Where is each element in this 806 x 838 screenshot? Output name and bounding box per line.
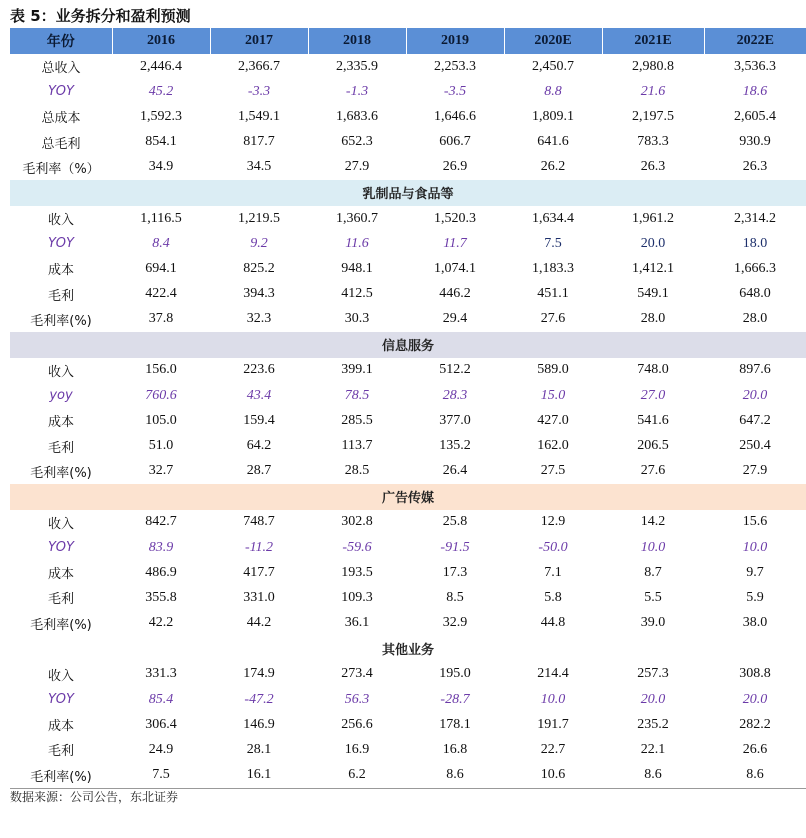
row-label: 收入 <box>47 213 74 229</box>
value-cell: 9.2 <box>250 235 268 251</box>
row-label: YOY <box>48 692 74 708</box>
value-cell: 64.2 <box>246 438 272 454</box>
value-cell: 178.1 <box>439 716 471 732</box>
value-cell: 27.5 <box>540 463 566 479</box>
table-row <box>10 611 806 636</box>
value-cell: 2,366.7 <box>238 58 280 74</box>
value-cell: 26.2 <box>540 159 566 175</box>
value-cell: 302.8 <box>341 514 373 530</box>
row-label: YOY <box>48 236 74 252</box>
table-row <box>10 535 806 560</box>
value-cell: -50.0 <box>538 539 568 555</box>
value-cell: 3,536.3 <box>734 58 776 74</box>
row-label: 毛利率(%) <box>30 617 92 633</box>
value-cell: 273.4 <box>341 666 373 682</box>
value-cell: 39.0 <box>640 615 666 631</box>
row-label: 毛利 <box>47 592 74 608</box>
section-title: 信息服务 <box>10 332 806 358</box>
value-cell: 174.9 <box>243 666 275 682</box>
value-cell: 26.9 <box>442 159 468 175</box>
header-cell: 2022E <box>704 28 806 54</box>
value-cell: 14.2 <box>640 514 666 530</box>
value-cell: -47.2 <box>244 691 274 707</box>
value-cell: 32.9 <box>442 615 468 631</box>
value-cell: 18.0 <box>742 235 768 251</box>
value-cell: -28.7 <box>440 691 470 707</box>
value-cell: 22.1 <box>640 741 666 757</box>
value-cell: 2,253.3 <box>434 58 476 74</box>
value-cell: 28.3 <box>442 387 468 403</box>
value-cell: 1,549.1 <box>238 108 280 124</box>
table-row <box>10 737 806 762</box>
value-cell: 21.6 <box>640 83 666 99</box>
value-cell: 27.6 <box>640 463 666 479</box>
value-cell: 24.9 <box>148 741 174 757</box>
value-cell: 10.6 <box>504 763 602 789</box>
value-cell: 22.7 <box>540 741 566 757</box>
value-cell: 193.5 <box>341 564 373 580</box>
value-cell: 422.4 <box>145 286 177 302</box>
value-cell: 256.6 <box>341 716 373 732</box>
value-cell: 331.0 <box>243 589 275 605</box>
value-cell: 2,980.8 <box>632 58 674 74</box>
value-cell: 162.0 <box>537 438 569 454</box>
value-cell: 486.9 <box>145 564 177 580</box>
value-cell: 135.2 <box>439 438 471 454</box>
value-cell: 78.5 <box>344 387 370 403</box>
value-cell: 25.8 <box>442 514 468 530</box>
value-cell: 17.3 <box>442 564 468 580</box>
header-cell: 2017 <box>210 28 308 54</box>
value-cell: 146.9 <box>243 716 275 732</box>
row-label: 毛利率(%) <box>10 763 112 789</box>
row-label: 毛利率（%） <box>22 161 100 177</box>
value-cell: -1.3 <box>345 83 369 99</box>
value-cell: 159.4 <box>243 412 275 428</box>
value-cell: 355.8 <box>145 589 177 605</box>
row-label: YOY <box>48 540 74 556</box>
value-cell: 11.7 <box>443 235 467 251</box>
value-cell: 85.4 <box>148 691 174 707</box>
header-cell: 2019 <box>406 28 504 54</box>
section-header <box>10 484 806 510</box>
table-body <box>10 54 806 788</box>
value-cell: 1,666.3 <box>734 260 776 276</box>
row-label: 成本 <box>47 415 74 431</box>
value-cell: 38.0 <box>742 615 768 631</box>
value-cell: 12.9 <box>540 514 566 530</box>
value-cell: 45.2 <box>148 83 174 99</box>
value-cell: 8.6 <box>406 763 504 789</box>
section-header <box>10 180 806 206</box>
value-cell: 641.6 <box>537 134 569 150</box>
value-cell: 331.3 <box>145 666 177 682</box>
value-cell: 195.0 <box>439 666 471 682</box>
value-cell: 109.3 <box>341 589 373 605</box>
value-cell: 250.4 <box>739 438 771 454</box>
row-label: 毛利率(%) <box>30 465 92 481</box>
value-cell: 306.4 <box>145 716 177 732</box>
header-row <box>10 28 806 54</box>
table-row <box>10 130 806 155</box>
row-label: 成本 <box>47 567 74 583</box>
value-cell: 206.5 <box>637 438 669 454</box>
value-cell: 20.0 <box>742 691 768 707</box>
table-row <box>10 104 806 129</box>
value-cell: 26.4 <box>442 463 468 479</box>
value-cell: 1,592.3 <box>140 108 182 124</box>
value-cell: 16.1 <box>210 763 308 789</box>
value-cell: 8.7 <box>644 564 662 580</box>
table-row <box>10 433 806 458</box>
value-cell: 2,450.7 <box>532 58 574 74</box>
row-label: 总收入 <box>41 61 81 77</box>
value-cell: 2,197.5 <box>632 108 674 124</box>
value-cell: 308.8 <box>739 666 771 682</box>
value-cell: 446.2 <box>439 286 471 302</box>
value-cell: 20.0 <box>742 387 768 403</box>
value-cell: 8.6 <box>602 763 704 789</box>
section-title: 乳制品与食品等 <box>10 180 806 206</box>
value-cell: 541.6 <box>637 412 669 428</box>
value-cell: 1,412.1 <box>632 260 674 276</box>
value-cell: 83.9 <box>148 539 174 555</box>
value-cell: 7.5 <box>112 763 210 789</box>
value-cell: 28.5 <box>344 463 370 479</box>
value-cell: 1,116.5 <box>140 210 182 226</box>
table-row <box>10 585 806 610</box>
value-cell: 56.3 <box>344 691 370 707</box>
header-cell: 2020E <box>504 28 602 54</box>
value-cell: 1,520.3 <box>434 210 476 226</box>
value-cell: -3.5 <box>443 83 467 99</box>
row-label: 毛利 <box>47 288 74 304</box>
row-label: 收入 <box>47 364 74 380</box>
value-cell: 648.0 <box>739 286 771 302</box>
row-label: 成本 <box>47 263 74 279</box>
forecast-table <box>10 28 806 789</box>
section-title: 广告传媒 <box>10 484 806 510</box>
value-cell: 26.6 <box>742 741 768 757</box>
section-header <box>10 636 806 662</box>
value-cell: 223.6 <box>243 362 275 378</box>
row-label: 总成本 <box>41 111 81 127</box>
value-cell: 589.0 <box>537 362 569 378</box>
value-cell: 1,074.1 <box>434 260 476 276</box>
value-cell: 399.1 <box>341 362 373 378</box>
value-cell: 191.7 <box>537 716 569 732</box>
table-row <box>10 712 806 737</box>
section-header <box>10 332 806 358</box>
value-cell: 44.8 <box>540 615 566 631</box>
table-title: 表 5：业务拆分和盈利预测 <box>10 7 191 25</box>
table-row <box>10 79 806 104</box>
source-note: 数据来源：公司公告，东北证券 <box>10 790 179 804</box>
value-cell: 1,183.3 <box>532 260 574 276</box>
value-cell: 27.6 <box>540 311 566 327</box>
table-row <box>10 206 806 231</box>
value-cell: 825.2 <box>243 260 275 276</box>
row-label: YOY <box>48 84 74 100</box>
value-cell: 412.5 <box>341 286 373 302</box>
value-cell: 930.9 <box>739 134 771 150</box>
value-cell: 8.4 <box>152 235 170 251</box>
value-cell: 1,683.6 <box>336 108 378 124</box>
value-cell: 2,335.9 <box>336 58 378 74</box>
value-cell: 29.4 <box>442 311 468 327</box>
value-cell: 27.9 <box>344 159 370 175</box>
value-cell: 42.2 <box>148 615 174 631</box>
value-cell: 8.8 <box>544 83 562 99</box>
value-cell: 748.0 <box>637 362 669 378</box>
value-cell: 105.0 <box>145 412 177 428</box>
value-cell: -11.2 <box>244 539 274 555</box>
row-label: 毛利率(%) <box>30 313 92 329</box>
table-row <box>10 307 806 332</box>
value-cell: 512.2 <box>439 362 471 378</box>
row-label: 毛利 <box>47 744 74 760</box>
table-row <box>10 54 806 79</box>
value-cell: 28.7 <box>246 463 272 479</box>
value-cell: 549.1 <box>637 286 669 302</box>
value-cell: 842.7 <box>145 514 177 530</box>
value-cell: 7.5 <box>544 235 562 251</box>
value-cell: 27.0 <box>640 387 666 403</box>
value-cell: 34.5 <box>246 159 272 175</box>
value-cell: 43.4 <box>246 387 272 403</box>
value-cell: 1,634.4 <box>532 210 574 226</box>
value-cell: 783.3 <box>637 134 669 150</box>
value-cell: 1,961.2 <box>632 210 674 226</box>
value-cell: 8.6 <box>704 763 806 789</box>
value-cell: 282.2 <box>739 716 771 732</box>
value-cell: 1,809.1 <box>532 108 574 124</box>
row-label: 毛利 <box>47 440 74 456</box>
table-row <box>10 155 806 180</box>
value-cell: 5.5 <box>644 589 662 605</box>
value-cell: 948.1 <box>341 260 373 276</box>
value-cell: 37.8 <box>148 311 174 327</box>
value-cell: 427.0 <box>537 412 569 428</box>
value-cell: 235.2 <box>637 716 669 732</box>
header-cell: 2021E <box>602 28 704 54</box>
value-cell: 27.9 <box>742 463 768 479</box>
value-cell: 34.9 <box>148 159 174 175</box>
value-cell: 7.1 <box>544 564 562 580</box>
row-label: 收入 <box>47 516 74 532</box>
value-cell: 26.3 <box>742 159 768 175</box>
value-cell: 5.8 <box>544 589 562 605</box>
header-cell: 2018 <box>308 28 406 54</box>
value-cell: 10.0 <box>540 691 566 707</box>
value-cell: 897.6 <box>739 362 771 378</box>
value-cell: 748.7 <box>243 514 275 530</box>
value-cell: 451.1 <box>537 286 569 302</box>
header-cell: 年份 <box>10 28 112 54</box>
value-cell: 6.2 <box>308 763 406 789</box>
value-cell: 1,646.6 <box>434 108 476 124</box>
value-cell: 2,446.4 <box>140 58 182 74</box>
value-cell: 214.4 <box>537 666 569 682</box>
value-cell: 15.6 <box>742 514 768 530</box>
value-cell: 652.3 <box>341 134 373 150</box>
value-cell: -59.6 <box>342 539 372 555</box>
value-cell: 417.7 <box>243 564 275 580</box>
value-cell: 20.0 <box>640 691 666 707</box>
value-cell: 257.3 <box>637 666 669 682</box>
value-cell: 28.0 <box>742 311 768 327</box>
value-cell: 16.9 <box>344 741 370 757</box>
value-cell: 32.7 <box>148 463 174 479</box>
header-cell: 2016 <box>112 28 210 54</box>
row-label: 成本 <box>47 719 74 735</box>
table-row <box>10 510 806 535</box>
row-label: 总毛利 <box>41 136 81 152</box>
value-cell: 18.6 <box>742 83 768 99</box>
value-cell: 44.2 <box>246 615 272 631</box>
value-cell: 30.3 <box>344 311 370 327</box>
value-cell: 28.0 <box>640 311 666 327</box>
value-cell: 2,605.4 <box>734 108 776 124</box>
value-cell: 16.8 <box>442 741 468 757</box>
value-cell: 20.0 <box>640 235 666 251</box>
value-cell: 10.0 <box>640 539 666 555</box>
value-cell: 5.9 <box>746 589 764 605</box>
table-row <box>10 560 806 585</box>
value-cell: 28.1 <box>246 741 272 757</box>
table-row <box>10 687 806 712</box>
table-row <box>10 231 806 256</box>
value-cell: 8.5 <box>446 589 464 605</box>
value-cell: 760.6 <box>145 387 177 403</box>
value-cell: 11.6 <box>345 235 369 251</box>
value-cell: 36.1 <box>344 615 370 631</box>
value-cell: 10.0 <box>742 539 768 555</box>
value-cell: 854.1 <box>145 134 177 150</box>
value-cell: 51.0 <box>148 438 174 454</box>
value-cell: 694.1 <box>145 260 177 276</box>
table-row <box>10 383 806 408</box>
table-row <box>10 282 806 307</box>
value-cell: -3.3 <box>247 83 271 99</box>
value-cell: 1,219.5 <box>238 210 280 226</box>
value-cell: 156.0 <box>145 362 177 378</box>
value-cell: 113.7 <box>341 438 373 454</box>
value-cell: 377.0 <box>439 412 471 428</box>
table-row <box>10 763 806 789</box>
table-row <box>10 256 806 281</box>
value-cell: 32.3 <box>246 311 272 327</box>
value-cell: 1,360.7 <box>336 210 378 226</box>
value-cell: 15.0 <box>540 387 566 403</box>
value-cell: -91.5 <box>440 539 470 555</box>
value-cell: 647.2 <box>739 412 771 428</box>
value-cell: 606.7 <box>439 134 471 150</box>
row-label: 收入 <box>47 668 74 684</box>
value-cell: 394.3 <box>243 286 275 302</box>
table-row <box>10 459 806 484</box>
value-cell: 817.7 <box>243 134 275 150</box>
table-row <box>10 408 806 433</box>
section-title: 其他业务 <box>10 636 806 662</box>
value-cell: 9.7 <box>746 564 764 580</box>
row-label: yoy <box>49 388 73 404</box>
value-cell: 26.3 <box>640 159 666 175</box>
table-row <box>10 662 806 687</box>
table-row <box>10 358 806 383</box>
value-cell: 285.5 <box>341 412 373 428</box>
value-cell: 2,314.2 <box>734 210 776 226</box>
